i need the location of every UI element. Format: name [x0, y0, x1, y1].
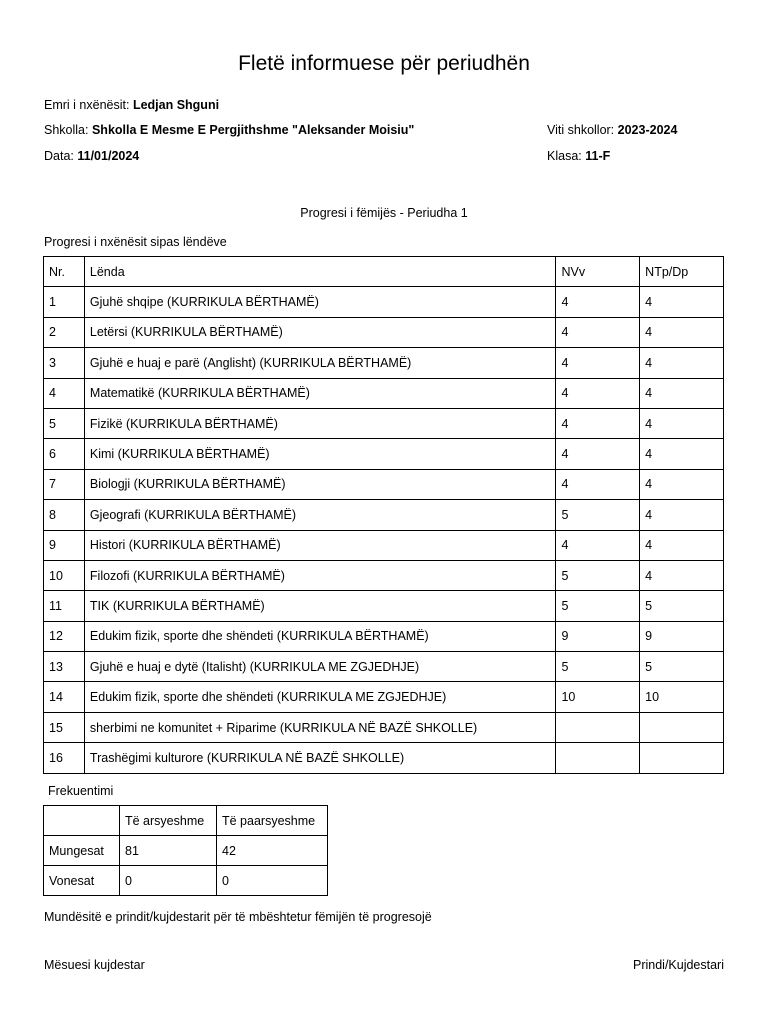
table-row [44, 591, 724, 621]
school-name: Shkolla E Mesme E Pergjithshme "Aleksander Moisiu" [91, 123, 415, 137]
row-nvv: 5 [556, 560, 640, 590]
row-nr: 1 [44, 287, 85, 317]
table-row [44, 408, 724, 438]
row-ntp: 4 [640, 378, 724, 408]
row-ntp: 5 [640, 591, 724, 621]
row-nr: 5 [44, 408, 85, 438]
table-row [44, 621, 724, 651]
row-subject: Histori (KURRIKULA BËRTHAMË) [84, 530, 556, 560]
school-line [44, 123, 414, 137]
row-ntp [640, 712, 724, 742]
table-row [44, 348, 724, 378]
row-nvv [556, 712, 640, 742]
row-nvv: 4 [556, 469, 640, 499]
row-subject: Gjuhë e huaj e parë (Anglisht) (KURRIKULA BËRTHAMË) [84, 348, 556, 378]
header-nvv: NVv [556, 257, 640, 287]
table-row [44, 743, 724, 773]
attendance-justified: 0 [120, 866, 217, 896]
progress-subheading: Progresi i nxënësit sipas lëndëve [44, 235, 227, 249]
row-nr: 14 [44, 682, 85, 712]
date-line [44, 149, 139, 163]
row-nr: 4 [44, 378, 85, 408]
attendance-row-label: Mungesat [44, 836, 120, 866]
document-title: Fletë informuese për periudhën [238, 52, 530, 75]
row-subject: sherbimi ne komunitet + Riparime (KURRIKULA NË BAZË SHKOLLE) [84, 712, 556, 742]
row-subject: Gjuhë e huaj e dytë (Italisht) (KURRIKULA ME ZGJEDHJE) [84, 652, 556, 682]
row-subject: Gjuhë shqipe (KURRIKULA BËRTHAMË) [84, 287, 556, 317]
school-year: 2023-2024 [617, 123, 678, 137]
date-value: 11/01/2024 [77, 149, 140, 163]
parent-signature-label: Prindi/Kujdestari [632, 958, 724, 972]
row-ntp: 4 [640, 287, 724, 317]
row-nvv: 4 [556, 408, 640, 438]
table-row [44, 712, 724, 742]
row-ntp [640, 743, 724, 773]
row-nr: 6 [44, 439, 85, 469]
row-nvv: 5 [556, 652, 640, 682]
attendance-justified: 81 [120, 836, 217, 866]
student-name-label: Emri i nxënësit: [44, 98, 130, 112]
grades-header-row [44, 257, 724, 287]
attendance-row-lates [44, 866, 328, 896]
row-subject: Fizikë (KURRIKULA BËRTHAMË) [84, 408, 556, 438]
table-row [44, 317, 724, 347]
attendance-table [43, 805, 328, 896]
row-subject: Biologji (KURRIKULA BËRTHAMË) [84, 469, 556, 499]
table-row [44, 287, 724, 317]
row-nvv: 4 [556, 317, 640, 347]
row-nvv: 10 [556, 682, 640, 712]
row-subject: Edukim fizik, sporte dhe shëndeti (KURRIKULA BËRTHAMË) [84, 621, 556, 651]
table-row [44, 469, 724, 499]
row-ntp: 4 [640, 348, 724, 378]
row-ntp: 4 [640, 530, 724, 560]
attendance-unjustified: 42 [217, 836, 328, 866]
school-year-label: Viti shkollor: [547, 123, 615, 137]
row-ntp: 5 [640, 652, 724, 682]
row-subject: Matematikë (KURRIKULA BËRTHAMË) [84, 378, 556, 408]
teacher-signature-label: Mësuesi kujdestar [44, 958, 145, 972]
table-row [44, 500, 724, 530]
table-row [44, 378, 724, 408]
row-nr: 8 [44, 500, 85, 530]
attendance-header-justified: Të arsyeshme [120, 806, 217, 836]
grades-table [43, 256, 724, 774]
student-name: Ledjan Shguni [132, 98, 220, 112]
row-nvv: 4 [556, 287, 640, 317]
row-ntp: 4 [640, 317, 724, 347]
header-subject: Lënda [84, 257, 556, 287]
row-nr: 16 [44, 743, 85, 773]
row-subject: Filozofi (KURRIKULA BËRTHAMË) [84, 560, 556, 590]
header-ntp: NTp/Dp [640, 257, 724, 287]
row-nvv: 4 [556, 439, 640, 469]
class-label: Klasa: [547, 149, 582, 163]
school-year-line [547, 123, 677, 137]
row-nr: 13 [44, 652, 85, 682]
header-nr: Nr. [44, 257, 85, 287]
attendance-header-unjustified: Të paarsyeshme [217, 806, 328, 836]
table-row [44, 652, 724, 682]
table-row [44, 560, 724, 590]
row-ntp: 4 [640, 560, 724, 590]
row-nvv: 9 [556, 621, 640, 651]
attendance-unjustified: 0 [217, 866, 328, 896]
row-subject: Gjeografi (KURRIKULA BËRTHAMË) [84, 500, 556, 530]
row-nvv: 4 [556, 378, 640, 408]
school-label: Shkolla: [44, 123, 89, 137]
row-ntp: 10 [640, 682, 724, 712]
class-value: 11-F [585, 149, 611, 163]
row-subject: Kimi (KURRIKULA BËRTHAMË) [84, 439, 556, 469]
row-ntp: 4 [640, 408, 724, 438]
row-ntp: 9 [640, 621, 724, 651]
progress-heading: Progresi i fëmijës - Periudha 1 [300, 206, 468, 220]
student-name-line [44, 98, 219, 112]
row-nr: 11 [44, 591, 85, 621]
attendance-row-label: Vonesat [44, 866, 120, 896]
row-nr: 3 [44, 348, 85, 378]
row-nvv [556, 743, 640, 773]
attendance-header-empty [44, 806, 120, 836]
row-nr: 15 [44, 712, 85, 742]
attendance-header-row [44, 806, 328, 836]
class-line [547, 149, 610, 163]
parent-support-text: Mundësitë e prindit/kujdestarit për të mbështetur fëmijën të progresojë [44, 910, 432, 924]
date-label: Data: [44, 149, 74, 163]
row-ntp: 4 [640, 439, 724, 469]
row-nr: 2 [44, 317, 85, 347]
row-ntp: 4 [640, 469, 724, 499]
attendance-label: Frekuentimi [48, 784, 114, 798]
attendance-row-absences [44, 836, 328, 866]
row-nr: 7 [44, 469, 85, 499]
row-nr: 9 [44, 530, 85, 560]
row-ntp: 4 [640, 500, 724, 530]
row-subject: Edukim fizik, sporte dhe shëndeti (KURRIKULA ME ZGJEDHJE) [84, 682, 556, 712]
row-nvv: 5 [556, 591, 640, 621]
table-row [44, 530, 724, 560]
row-nr: 10 [44, 560, 85, 590]
row-nvv: 4 [556, 530, 640, 560]
row-subject: Trashëgimi kulturore (KURRIKULA NË BAZË SHKOLLE) [84, 743, 556, 773]
row-nr: 12 [44, 621, 85, 651]
row-nvv: 5 [556, 500, 640, 530]
row-nvv: 4 [556, 348, 640, 378]
table-row [44, 682, 724, 712]
row-subject: TIK (KURRIKULA BËRTHAMË) [84, 591, 556, 621]
row-subject: Letërsi (KURRIKULA BËRTHAMË) [84, 317, 556, 347]
table-row [44, 439, 724, 469]
